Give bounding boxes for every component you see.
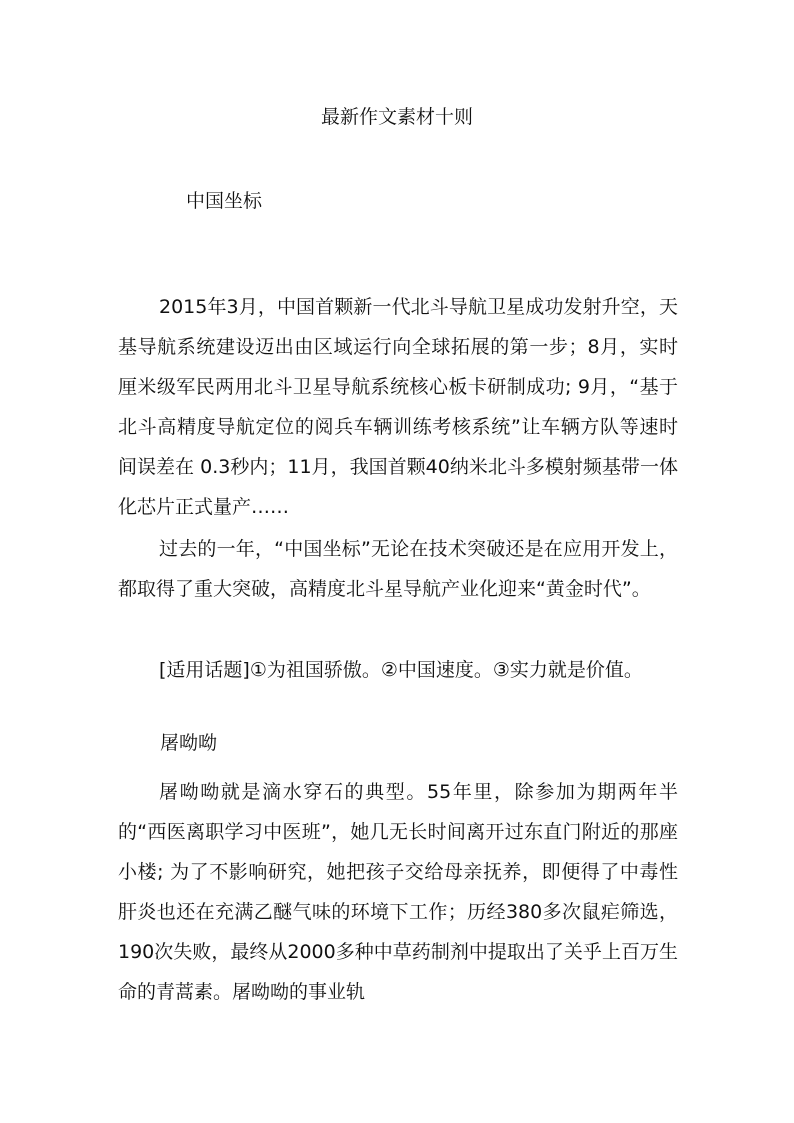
section-heading-china-coordinates: 中国坐标 <box>186 190 263 212</box>
paragraph-past-year: 过去的一年，“中国坐标”无论在技术突破还是在应用开发上，都取得了重大突破，高精度北斗星导航产业化迎来“黄金时代”。 <box>118 538 678 600</box>
paragraph-beidou-achievements: 2015年3月，中国首颗新一代北斗导航卫星成功发射升空，天基导航系统建设迈出由区域运行向全球拓展的第一步；8月，实时厘米级军民两用北斗卫星导航系统核心板卡研制成功; 9月，“基于北斗高精度导航定位的阅兵车辆训练考核系统”让车辆方队等速时间误差在 0.3秒内；11月，我国首颗40纳米北斗多模射频基带一体化芯片正式量产…… <box>118 296 678 518</box>
paragraph-applicable-topics: [适用话题]①为祖国骄傲。②中国速度。③实力就是价值。 <box>159 659 643 681</box>
document-title: 最新作文素材十则 <box>320 106 473 128</box>
paragraph-tu-youyou-story: 屠呦呦就是滴水穿石的典型。55年里，除参加为期两年半的“西医离职学习中医班”，她几无长时间离开过东直门附近的那座小楼; 为了不影响研究，她把孩子交给母亲抚养，即便得了中毒性肝炎也还在充满乙醚气味的环境下工作；历经380多次鼠疟筛选，190次失败，最终从2000多种中草药制剂中提取出了关乎上百万生命的青蒿素。屠呦呦的事业轨 <box>118 781 678 1003</box>
section-heading-tu-youyou: 屠呦呦 <box>160 732 218 754</box>
